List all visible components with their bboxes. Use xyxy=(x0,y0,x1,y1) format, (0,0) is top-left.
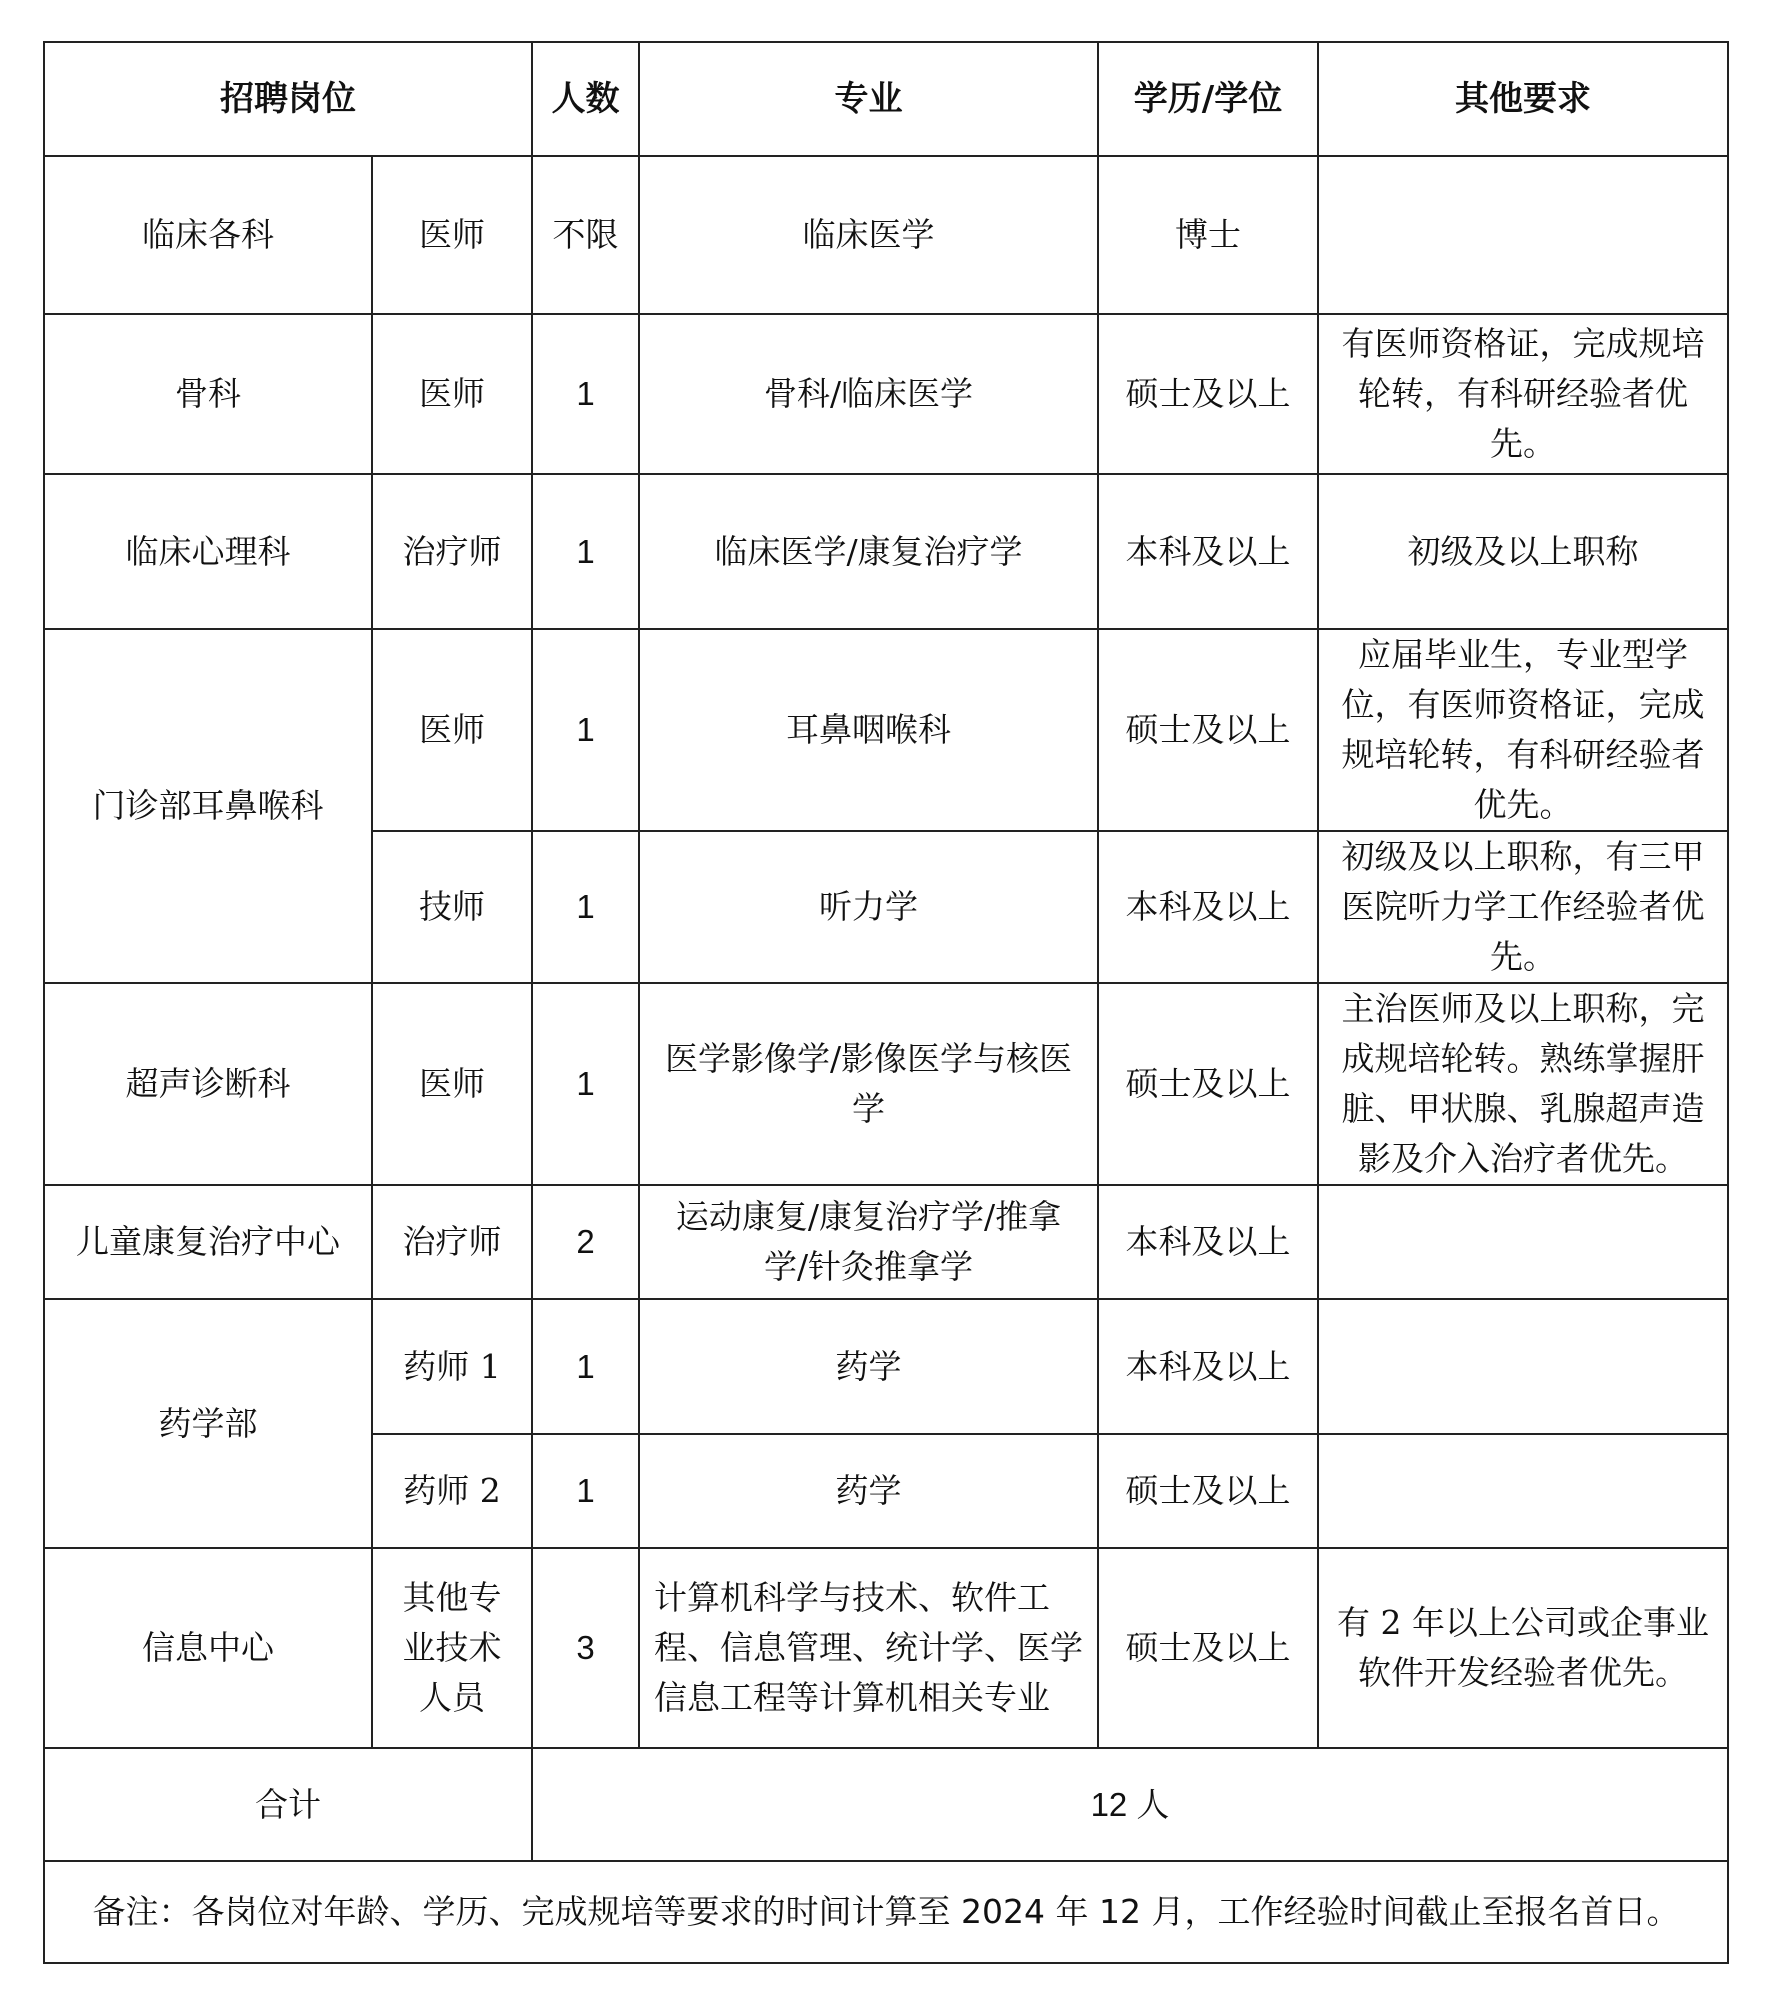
cell-count: 2 xyxy=(532,1185,639,1299)
cell-other: 应届毕业生，专业型学位，有医师资格证，完成规培轮转，有科研经验者优先。 xyxy=(1318,629,1728,831)
cell-education: 本科及以上 xyxy=(1098,1185,1318,1299)
cell-dept: 超声诊断科 xyxy=(44,983,372,1185)
recruitment-table xyxy=(43,41,1729,1964)
cell-other xyxy=(1318,156,1728,314)
cell-education: 硕士及以上 xyxy=(1098,314,1318,474)
cell-title: 医师 xyxy=(372,629,532,831)
cell-title: 治疗师 xyxy=(372,474,532,629)
table-row xyxy=(44,1185,1728,1299)
table-row xyxy=(44,314,1728,474)
cell-education: 本科及以上 xyxy=(1098,1299,1318,1434)
cell-count: 1 xyxy=(532,314,639,474)
cell-count: 1 xyxy=(532,831,639,983)
cell-title: 技师 xyxy=(372,831,532,983)
cell-major: 听力学 xyxy=(639,831,1098,983)
cell-count: 1 xyxy=(532,474,639,629)
cell-other: 初级及以上职称，有三甲医院听力学工作经验者优先。 xyxy=(1318,831,1728,983)
cell-dept: 药学部 xyxy=(44,1299,372,1548)
cell-major: 骨科/临床医学 xyxy=(639,314,1098,474)
cell-other xyxy=(1318,1185,1728,1299)
cell-title: 药师 1 xyxy=(372,1299,532,1434)
cell-dept: 门诊部耳鼻喉科 xyxy=(44,629,372,983)
cell-other: 初级及以上职称 xyxy=(1318,474,1728,629)
cell-dept: 临床心理科 xyxy=(44,474,372,629)
cell-education: 本科及以上 xyxy=(1098,474,1318,629)
cell-major: 运动康复/康复治疗学/推拿学/针灸推拿学 xyxy=(639,1185,1098,1299)
cell-education: 硕士及以上 xyxy=(1098,1434,1318,1548)
total-value: 12 人 xyxy=(532,1748,1728,1861)
cell-education: 硕士及以上 xyxy=(1098,983,1318,1185)
cell-major: 计算机科学与技术、软件工程、信息管理、统计学、医学信息工程等计算机相关专业 xyxy=(639,1548,1098,1748)
header-education: 学历/学位 xyxy=(1098,42,1318,156)
note-row xyxy=(44,1861,1728,1963)
cell-count: 3 xyxy=(532,1548,639,1748)
cell-other: 主治医师及以上职称，完成规培轮转。熟练掌握肝脏、甲状腺、乳腺超声造影及介入治疗者优先。 xyxy=(1318,983,1728,1185)
table-row xyxy=(44,629,1728,831)
cell-count: 1 xyxy=(532,629,639,831)
cell-title: 医师 xyxy=(372,983,532,1185)
header-other: 其他要求 xyxy=(1318,42,1728,156)
total-label: 合计 xyxy=(44,1748,532,1861)
cell-count: 1 xyxy=(532,1299,639,1434)
cell-major: 临床医学/康复治疗学 xyxy=(639,474,1098,629)
cell-count: 不限 xyxy=(532,156,639,314)
cell-other xyxy=(1318,1299,1728,1434)
cell-title: 医师 xyxy=(372,156,532,314)
table-row xyxy=(44,1548,1728,1748)
header-row xyxy=(44,42,1728,156)
note-text: 备注：各岗位对年龄、学历、完成规培等要求的时间计算至 2024 年 12 月，工作经验时间截止至报名首日。 xyxy=(44,1861,1728,1963)
cell-title: 药师 2 xyxy=(372,1434,532,1548)
header-position: 招聘岗位 xyxy=(44,42,532,156)
cell-education: 硕士及以上 xyxy=(1098,629,1318,831)
cell-count: 1 xyxy=(532,983,639,1185)
cell-dept: 信息中心 xyxy=(44,1548,372,1748)
cell-title: 医师 xyxy=(372,314,532,474)
cell-education: 硕士及以上 xyxy=(1098,1548,1318,1748)
cell-dept: 儿童康复治疗中心 xyxy=(44,1185,372,1299)
header-count: 人数 xyxy=(532,42,639,156)
cell-education: 本科及以上 xyxy=(1098,831,1318,983)
table-row xyxy=(44,474,1728,629)
table-row xyxy=(44,156,1728,314)
cell-major: 耳鼻咽喉科 xyxy=(639,629,1098,831)
cell-count: 1 xyxy=(532,1434,639,1548)
cell-other xyxy=(1318,1434,1728,1548)
cell-dept: 骨科 xyxy=(44,314,372,474)
cell-dept: 临床各科 xyxy=(44,156,372,314)
cell-title: 治疗师 xyxy=(372,1185,532,1299)
table-row xyxy=(44,1299,1728,1434)
header-major: 专业 xyxy=(639,42,1098,156)
cell-title: 其他专业技术人员 xyxy=(372,1548,532,1748)
cell-major: 药学 xyxy=(639,1299,1098,1434)
cell-major: 药学 xyxy=(639,1434,1098,1548)
total-row xyxy=(44,1748,1728,1861)
cell-major: 医学影像学/影像医学与核医学 xyxy=(639,983,1098,1185)
cell-other: 有 2 年以上公司或企事业软件开发经验者优先。 xyxy=(1318,1548,1728,1748)
cell-major: 临床医学 xyxy=(639,156,1098,314)
table-row xyxy=(44,983,1728,1185)
cell-other: 有医师资格证，完成规培轮转，有科研经验者优先。 xyxy=(1318,314,1728,474)
cell-education: 博士 xyxy=(1098,156,1318,314)
